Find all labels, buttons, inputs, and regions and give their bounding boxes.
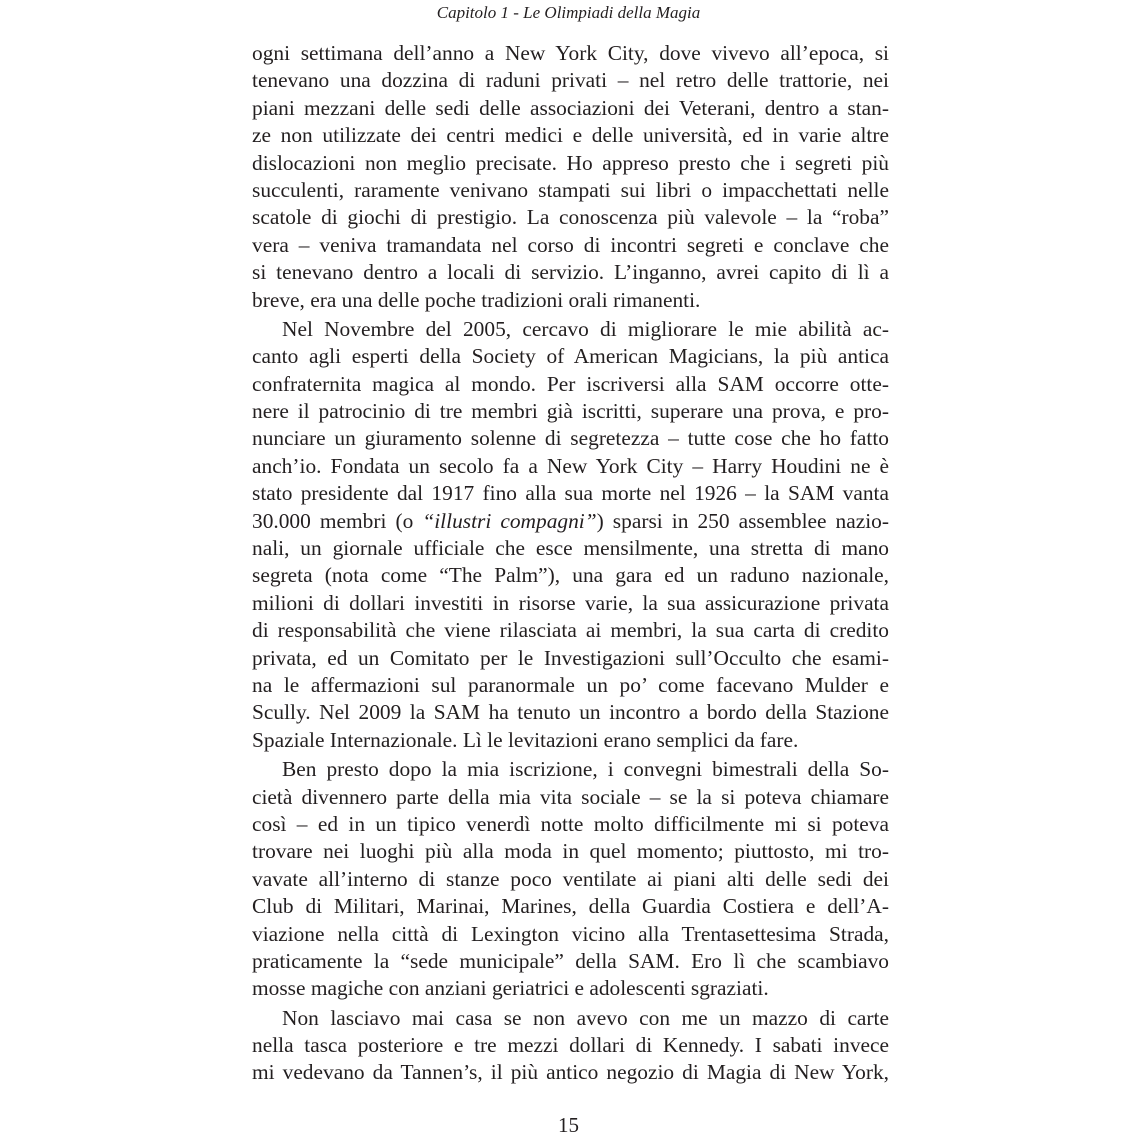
text-line: Club di Militari, Marinai, Marines, della Guardia Costiera e dell’A- xyxy=(252,894,889,919)
text-line: privata, ed un Comitato per le Investigazioni sull’Occulto che esami- xyxy=(252,645,889,670)
text-line: tenevano una dozzina di raduni privati – nel retro delle trattorie, nei xyxy=(252,68,889,93)
text-run: 30.000 membri (o xyxy=(252,508,423,533)
page-number: 15 xyxy=(558,1113,579,1137)
text-line: breve, era una delle poche tradizioni orali rimanenti. xyxy=(252,287,701,312)
paragraph xyxy=(252,40,889,314)
text-line: confraternita magica al mondo. Per iscriversi alla SAM occorre otte- xyxy=(252,371,889,396)
text-line: succulenti, raramente venivano stampati sui libri o impacchettati nelle xyxy=(252,177,889,202)
text-line: di responsabilità che viene rilasciata ai membri, la sua carta di credito xyxy=(252,618,889,643)
text-line: scatole di giochi di prestigio. La conoscenza più valevole – la “roba” xyxy=(252,205,889,230)
text-line: viazione nella città di Lexington vicino alla Trentasettesima Strada, xyxy=(252,921,889,946)
text-line: mi vedevano da Tannen’s, il più antico negozio di Magia di New York, xyxy=(252,1060,889,1085)
text-line: anch’io. Fondata un secolo fa a New York City – Harry Houdini ne è xyxy=(252,453,889,478)
text-line: ogni settimana dell’anno a New York City, dove vivevo all’epoca, si xyxy=(252,41,889,65)
text-line: Scully. Nel 2009 la SAM ha tenuto un incontro a bordo della Stazione xyxy=(252,700,889,725)
text-line: segreta (nota come “The Palm”), una gara ed un raduno nazionale, xyxy=(252,563,889,588)
text-line: Nel Novembre del 2005, cercavo di migliorare le mie abilità ac- xyxy=(282,316,889,341)
body-text xyxy=(252,40,889,1087)
text-line: così – ed in un tipico venerdì notte molto difficilmente mi si poteva xyxy=(252,811,889,836)
text-line: trovare nei luoghi più alla moda in quel momento; piuttosto, mi tro- xyxy=(252,839,889,864)
text-run: ) sparsi in 250 assemblee nazio- xyxy=(596,508,890,533)
text-line: milioni di dollari investiti in risorse varie, la sua assicurazione privata xyxy=(252,590,889,615)
text-line: Non lasciavo mai casa se non avevo con me un mazzo di carte xyxy=(282,1005,889,1030)
paragraph xyxy=(252,316,889,754)
text-line: mosse magiche con anziani geriatrici e adolescenti sgraziati. xyxy=(252,976,769,1001)
running-head: Capitolo 1 - Le Olimpiadi della Magia xyxy=(436,3,701,22)
text-line: stato presidente dal 1917 fino alla sua morte nel 1926 – la SAM vanta xyxy=(252,481,889,506)
text-line: nere il patrocinio di tre membri già iscritti, superare una prova, e pro- xyxy=(252,399,889,424)
text-line: praticamente la “sede municipale” della SAM. Ero lì che scambiavo xyxy=(252,948,889,973)
text-line xyxy=(252,508,889,535)
text-line: si tenevano dentro a locali di servizio. L’inganno, avrei capito di lì a xyxy=(252,260,889,285)
paragraph xyxy=(252,756,889,1003)
text-line: vavate all’interno di stanze poco ventilate ai piani alti delle sedi dei xyxy=(252,866,889,891)
text-line: ze non utilizzate dei centri medici e delle università, ed in varie altre xyxy=(252,123,889,148)
text-line: Ben presto dopo la mia iscrizione, i convegni bimestrali della So- xyxy=(282,757,889,782)
text-line: vera – veniva tramandata nel corso di incontri segreti e conclave che xyxy=(252,232,889,257)
text-line: nali, un giornale ufficiale che esce mensilmente, una stretta di mano xyxy=(252,536,889,561)
text-line: nunciare un giuramento solenne di segretezza – tutte cose che ho fatto xyxy=(252,426,889,451)
text-line: canto agli esperti della Society of American Magicians, la più antica xyxy=(252,344,889,369)
italic-run: “illustri compagni” xyxy=(422,508,597,533)
text-line: cietà divennero parte della mia vita sociale – se la si poteva chiamare xyxy=(252,784,889,809)
text-line: dislocazioni non meglio precisate. Ho appreso presto che i segreti più xyxy=(252,150,889,175)
text-line: piani mezzani delle sedi delle associazioni dei Veterani, dentro a stan- xyxy=(252,95,889,120)
text-line: Spaziale Internazionale. Lì le levitazioni erano semplici da fare. xyxy=(252,727,799,752)
paragraph xyxy=(252,1005,889,1087)
text-line: nella tasca posteriore e tre mezzi dollari di Kennedy. I sabati invece xyxy=(252,1033,889,1058)
text-line: na le affermazioni sul paranormale un po’ come facevano Mulder e xyxy=(252,672,889,697)
